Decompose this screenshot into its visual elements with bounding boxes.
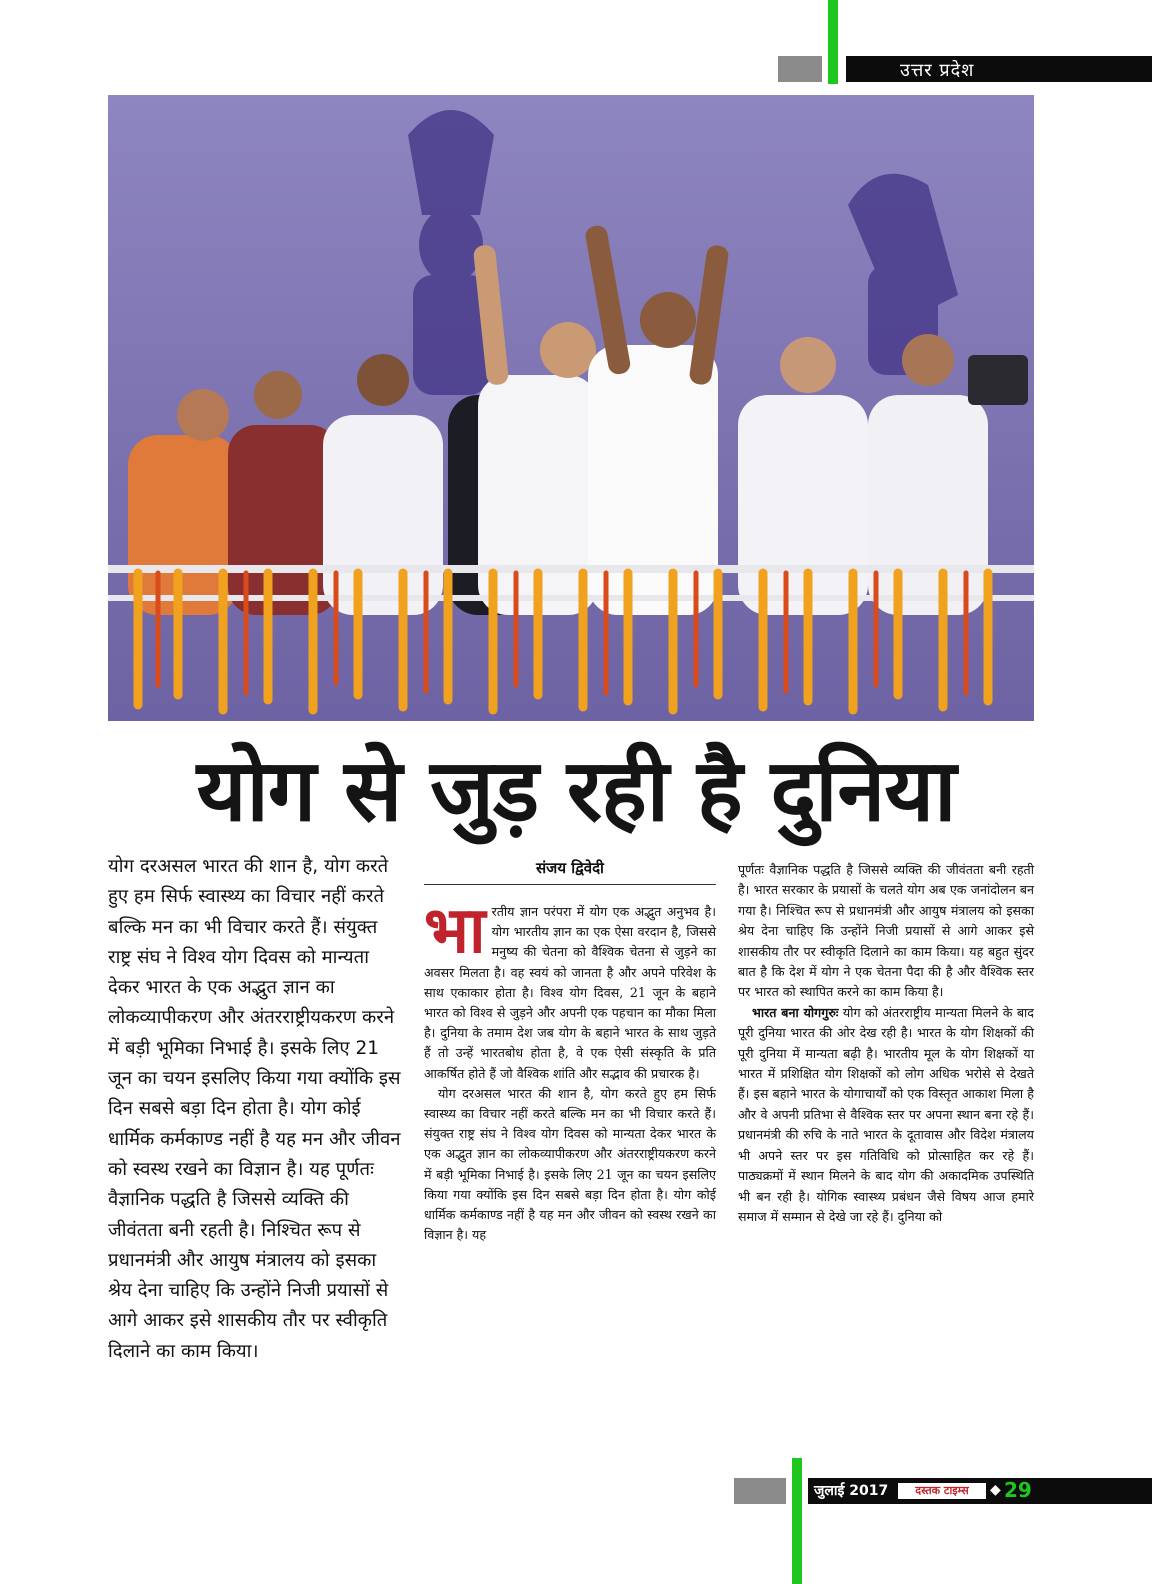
sidebar-column [108,852,404,1367]
footer-gray-block [734,1478,786,1504]
article-paragraph-4 [738,1003,1034,1227]
subheading: भारत बना योगगुरुः [752,1004,839,1020]
section-label: उत्तर प्रदेश [900,60,975,81]
footer-accent-bar [792,1458,802,1584]
article-text-1: रतीय ज्ञान परंपरा में योग एक अद्भुत अनुभव है। योग भारतीय ज्ञान का एक ऐसा वरदान है, जिससे मनुष्य की चेतना को वैश्विक चेतना से जुड़ने का अवसर मिलता है। वह स्वयं को जानता है और अपने परिवेश के साथ एकाकार होता है। विश्व योग दिवस, 21 जून के बहाने भारत को विश्व से जुड़ने और अपनी एक पहचान का मौका मिला है। दुनिया के तमाम देश जब योग के बहाने भारत के साथ जुड़ते हैं तो उन्हें भारतबोध होता है, वे एक ऐसी संस्कृति के प्रति आकर्षित होते हैं जो वैश्विक शांति और सद्भाव की प्रचारक है। [424,904,716,1081]
issue-date: जुलाई 2017 [814,1483,889,1499]
diamond-icon: ◆ [990,1482,1001,1498]
article-text-4: योग को अंतरराष्ट्रीय मान्यता मिलने के बाद पूरी दुनिया भारत की ओर देख रही है। भारत के योग शिक्षकों की पूरी दुनिया में मान्यता बढ़ी है। भारतीय मूल के योग शिक्षकों या भारत में प्रशिक्षित योग शिक्षकों को लोग अधिक भरोसे से देखते हैं। इस बहाने भारत के योगाचार्यों को एक विस्तृत आकाश मिला है और वे अपनी प्रतिभा से वैश्विक स्तर पर अपना स्थान बना रहे हैं। प्रधानमंत्री की रुचि के नाते भारत के दूतावास और विदेश मंत्रालय भी अपने स्तर पर इस गतिविधि को प्रोत्साहित कर रहे हैं। पाठ्यक्रमों में स्थान मिलने के बाद योग की अकादमिक उपस्थिति भी बन रही है। योगिक स्वास्थ्य प्रबंधन जैसे विषय आज हमारे समाज में सम्मान से देखे जा रहे हैं। दुनिया को [738,1004,1034,1224]
article-paragraph-2: योग दरअसल भारत की शान है, योग करते हुए हम सिर्फ स्वास्थ्य का विचार नहीं करते बल्कि मन का भी विचार करते हैं। संयुक्त राष्ट्र संघ ने विश्व योग दिवस को मान्यता देकर भारत के एक अद्भुत ज्ञान का लोकव्यापीकरण और अंतरराष्ट्रीयकरण करने में बड़ी भूमिका निभाई है। इसके लिए 21 जून का चयन इसलिए किया गया क्योंकि इस दिन सबसे बड़ा दिन होता है। योग कोई धार्मिक कर्मकाण्ड नहीं है यह मन और जीवन को स्वस्थ रखने का विज्ञान है। यह [424,1085,716,1243]
sidebar-paragraph: योग दरअसल भारत की शान है, योग करते हुए हम सिर्फ स्वास्थ्य का विचार नहीं करते बल्कि मन का भी विचार करते हैं। संयुक्त राष्ट्र संघ ने विश्व योग दिवस को मान्यता देकर भारत के एक अद्भुत ज्ञान का लोकव्यापीकरण और अंतरराष्ट्रीयकरण करने में बड़ी भूमिका निभाई है। इसके लिए 21 जून का चयन इसलिए किया गया क्योंकि इस दिन सबसे बड़ा दिन होता है। योग कोई धार्मिक कर्मकाण्ड नहीं है यह मन और जीवन को स्वस्थ रखने का विज्ञान है। यह पूर्णतः वैज्ञानिक पद्धति है जिससे व्यक्ति की जीवंतता बनी रहती है। निश्चित रूप से प्रधानमंत्री और आयुष मंत्रालय को इसका श्रेय देना चाहिए कि उन्होंने निजी प्रयासों से आगे आकर इसे शासकीय तौर पर स्वीकृति दिलाने का काम किया। [108,856,401,1362]
headline: योग से जुड़ रही है दुनिया [196,741,956,841]
photo-illustration [108,95,1034,721]
magazine-logo: दस्तक टाइम्स [898,1483,986,1499]
byline-divider [424,884,716,885]
article-paragraph-1 [424,894,716,1084]
header-gray-block [778,56,822,82]
header-section-banner [846,56,1152,82]
drop-cap: भा [424,894,486,968]
page-number: 29 [1004,1478,1032,1502]
article-paragraph-3: पूर्णतः वैज्ञानिक पद्धति है जिससे व्यक्ति की जीवंतता बनी रहती है। भारत सरकार के प्रयासों के चलते योग अब एक जनांदोलन बन गया है। निश्चित रूप से प्रधानमंत्री और आयुष मंत्रालय को इसका श्रेय देना चाहिए कि उन्होंने निजी प्रयासों से आगे आकर इसे शासकीय तौर पर स्वीकृति दिलाने का काम किया। यह बहुत सुंदर बात है कि देश में योग ने एक चेतना पैदा की है और वैश्विक स्तर पर भारत को स्थापित करने का काम किया है। [738,862,1034,1000]
article-column-right [738,860,1034,1227]
header-accent-bar [828,0,838,84]
yoga-event-photo [108,95,1034,721]
author-byline: संजय द्विवेदी [536,859,604,877]
article-column-middle [424,894,716,1245]
